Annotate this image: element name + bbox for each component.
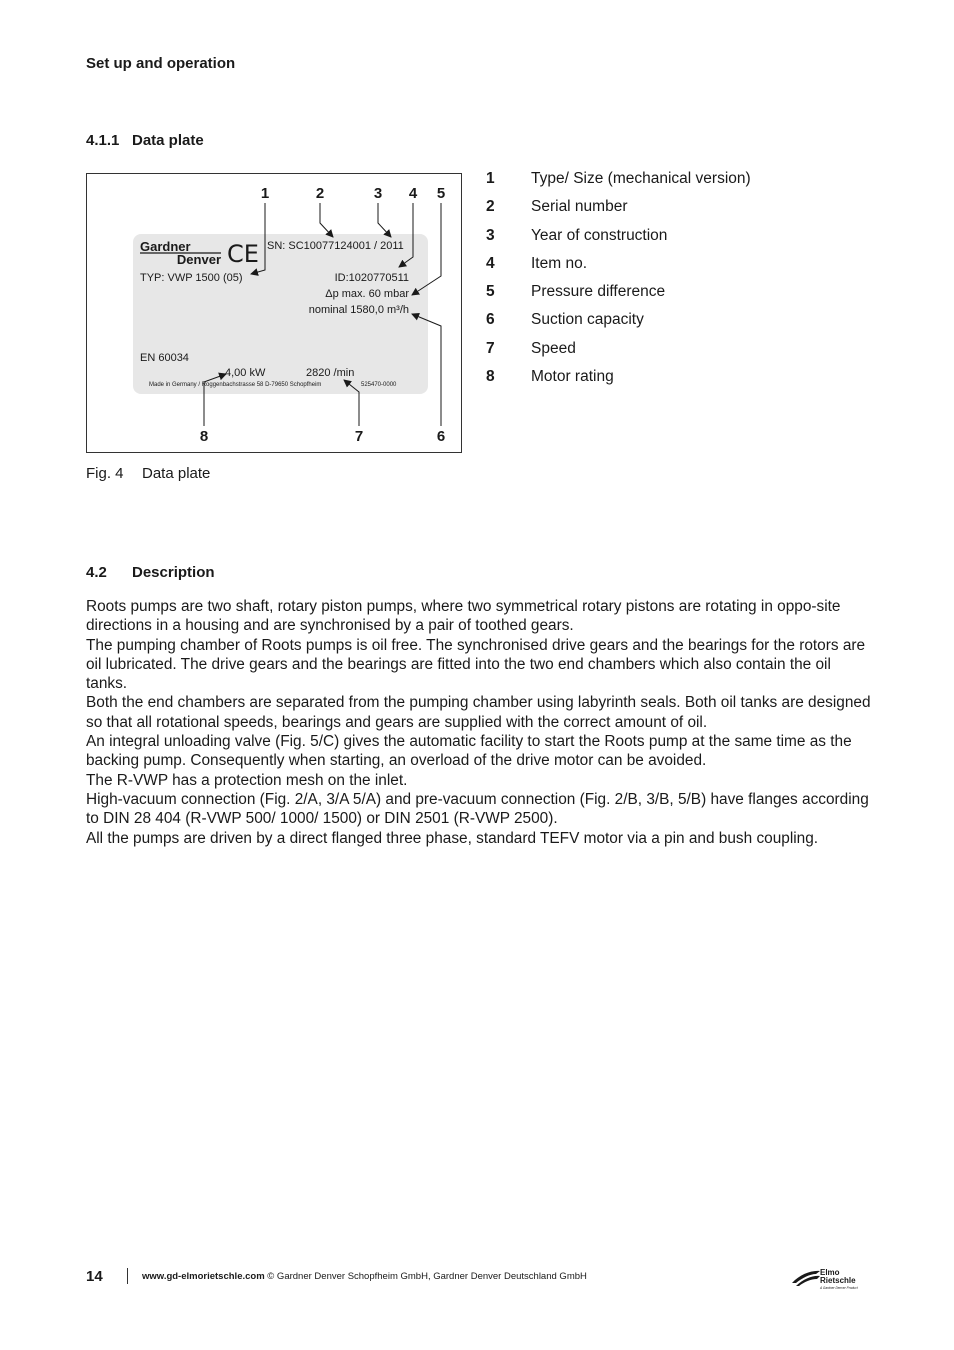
description-paragraph: Roots pumps are two shaft, rotary piston pumps, where two symmetrical rotary pistons are rotating in oppo-site directions in a housing and are synchronised by a pair of toothed gears. xyxy=(86,598,841,635)
plate-type: TYP: VWP 1500 (05) xyxy=(140,272,243,284)
plate-pressure: Δp max. 60 mbar xyxy=(325,288,409,300)
logo-tagline: A Gardner Denver Product xyxy=(820,1286,858,1290)
callout-1: 1 xyxy=(260,185,270,202)
plate-part-number: 525470-0000 xyxy=(361,382,397,388)
footer-copyright: © Gardner Denver Schopfheim GmbH, Gardner Denver Deutschland GmbH xyxy=(267,1271,587,1282)
data-plate-figure xyxy=(86,173,462,453)
callout-4: 4 xyxy=(408,185,418,202)
description-paragraph: An integral unloading valve (Fig. 5/C) gives the automatic facility to start the Roots pump at the same time as the backing pump. Consequently when starting, an overload of the drive motor can be avoided. xyxy=(86,733,852,770)
callout-7: 7 xyxy=(354,428,364,445)
plate-speed: 2820 /min xyxy=(306,367,355,379)
legend-number: 8 xyxy=(486,368,495,386)
legend-label: Motor rating xyxy=(531,368,614,386)
logo-line1: Elmo xyxy=(820,1268,840,1277)
logo-graphic xyxy=(790,1264,866,1292)
legend-label: Year of construction xyxy=(531,226,668,244)
section-title: Description xyxy=(132,564,215,581)
callout-6: 6 xyxy=(436,428,446,445)
legend-item xyxy=(486,168,751,196)
section-heading xyxy=(86,564,215,581)
leader-7 xyxy=(344,380,359,426)
legend-label: Suction capacity xyxy=(531,311,644,329)
legend-number: 2 xyxy=(486,198,495,216)
plate-suction: nominal 1580,0 m³/h xyxy=(308,304,409,316)
callout-2: 2 xyxy=(315,185,325,202)
plate-serial: SN: SC10077124001 / 2011 xyxy=(267,240,404,252)
callout-3: 3 xyxy=(373,185,383,202)
footer-text xyxy=(142,1271,587,1282)
elmo-rietschle-logo xyxy=(790,1264,866,1297)
ce-mark: CE xyxy=(227,240,259,268)
page-number: 14 xyxy=(86,1268,103,1285)
legend-label: Speed xyxy=(531,339,576,357)
legend-item xyxy=(486,225,751,253)
subsection-number: 4.1.1 xyxy=(86,132,120,149)
legend-number: 4 xyxy=(486,254,495,272)
description-paragraph: Both the end chambers are separated from the pumping chamber using labyrinth seals. Both oil tanks are designed so that all rotational speeds, bearings and gears are supplied with the correct amount of oil. xyxy=(86,694,871,731)
legend-number: 1 xyxy=(486,170,495,187)
legend-number: 3 xyxy=(486,226,495,244)
brand-denver: Denver xyxy=(176,252,221,267)
plate-standard: EN 60034 xyxy=(140,352,189,364)
data-plate-drawing xyxy=(87,174,463,454)
figure-caption xyxy=(86,465,210,482)
description-paragraph: The R-VWP has a protection mesh on the inlet. xyxy=(86,771,408,789)
description-body xyxy=(86,597,876,848)
legend-label: Serial number xyxy=(531,198,628,216)
leader-2 xyxy=(320,203,333,237)
leader-3 xyxy=(378,203,391,237)
description-paragraph: All the pumps are driven by a direct flanged three phase, standard TEFV motor via a pin and bush coupling. xyxy=(86,829,819,847)
legend-label: Item no. xyxy=(531,254,587,272)
plate-id: ID:1020770511 xyxy=(334,272,409,284)
legend-label: Pressure difference xyxy=(531,283,666,301)
legend-item xyxy=(486,366,751,394)
footer-website-link[interactable]: www.gd-elmorietschle.com xyxy=(142,1271,265,1282)
callout-8: 8 xyxy=(199,428,209,445)
leader-6 xyxy=(412,314,441,426)
legend-item xyxy=(486,196,751,224)
plate-power: 4,00 kW xyxy=(225,367,266,379)
logo-line2: Rietschle xyxy=(820,1276,856,1285)
legend-item xyxy=(486,338,751,366)
legend-number: 6 xyxy=(486,311,495,329)
legend-number: 5 xyxy=(486,283,495,301)
description-paragraph: The pumping chamber of Roots pumps is oil free. The synchronised drive gears and the bearings for the rotors are oil lubricated. The drive gears and the bearings are fitted into the two end chambers which also contain the oil tanks. xyxy=(86,636,866,693)
figure-legend xyxy=(486,168,751,394)
footer-divider xyxy=(127,1268,128,1284)
leader-5 xyxy=(412,203,441,295)
legend-label: Type/ Size (mechanical version) xyxy=(531,170,751,187)
leader-4 xyxy=(399,203,413,267)
legend-number: 7 xyxy=(486,339,495,357)
description-paragraph: High-vacuum connection (Fig. 2/A, 3/A 5/A) and pre-vacuum connection (Fig. 2/B, 3/B, 5/B) have flanges according to DIN 28 404 (R-VWP 500/ 1000/ 1500) or DIN 2501 (R-VWP 2500). xyxy=(86,790,869,828)
legend-item xyxy=(486,309,751,337)
callout-5: 5 xyxy=(436,185,446,202)
figure-title: Data plate xyxy=(142,465,211,482)
running-header: Set up and operation xyxy=(86,55,236,72)
legend-item xyxy=(486,281,751,309)
subsection-heading xyxy=(86,132,204,149)
brand-gardner: Gardner xyxy=(140,239,191,254)
section-number: 4.2 xyxy=(86,564,107,581)
plate-address: Made in Germany / Roggenbachstrasse 58 D-79650 Schopfheim xyxy=(149,382,322,388)
legend-item xyxy=(486,253,751,281)
figure-number: Fig. 4 xyxy=(86,465,124,482)
subsection-title: Data plate xyxy=(132,132,204,149)
